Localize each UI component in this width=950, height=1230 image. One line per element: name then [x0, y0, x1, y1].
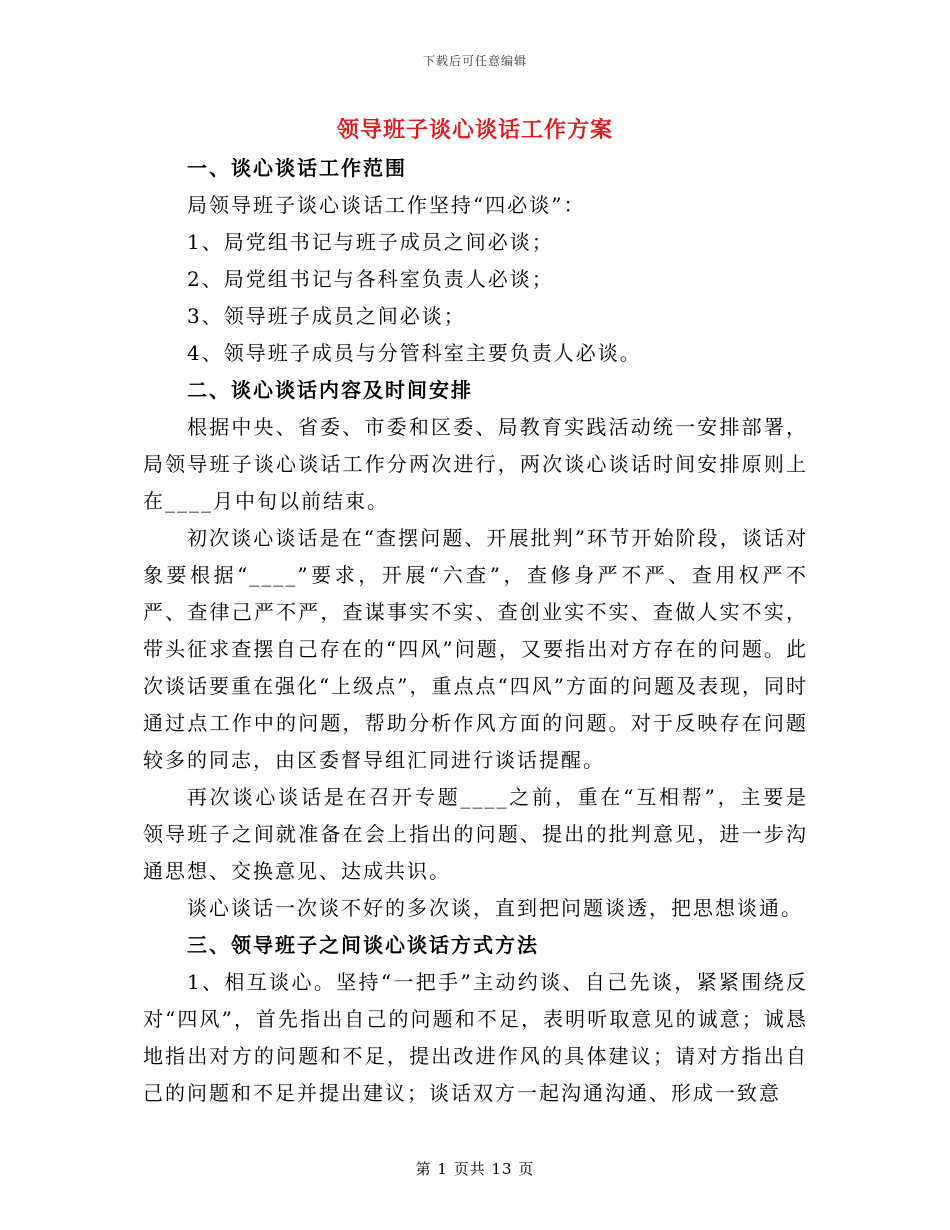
- paragraph: 初次谈心谈话是在“查摆问题、开展批判”环节开始阶段，谈话对象要根据“____”要求，开展“六查”，查修身严不严、查用权严不严、查律己严不严，查谋事实不实、查创业实不实、查做人实不实，带头征求查摆自己存在的“四风”问题，又要指出对方存在的问题。此次谈话要重在强化“上级点”，重点点“四风”方面的问题及表现，同时通过点工作中的问题，帮助分析作风方面的问题。对于反映存在问题较多的同志，由区委督导组汇同进行谈话提醒。: [143, 526, 808, 772]
- list-item: 1、局党组书记与班子成员之间必谈；: [187, 230, 554, 254]
- page-footer: 第 1 页共 13 页: [415, 1160, 535, 1178]
- list-item: 2、局党组书记与各科室负责人必谈；: [187, 267, 554, 291]
- document-title: 领导班子谈心谈话工作方案: [336, 117, 613, 143]
- list-item: 4、领导班子成员与分管科室主要负责人必谈。: [187, 341, 642, 365]
- section-heading-2: 二、谈心谈话内容及时间安排: [187, 378, 473, 402]
- section-heading-3: 三、领导班子之间谈心谈话方式方法: [187, 933, 539, 957]
- paragraph: 根据中央、省委、市委和区委、局教育实践活动统一安排部署，局领导班子谈心谈话工作分两次进行，两次谈心谈话时间安排原则上在____月中旬以前结束。: [143, 415, 808, 513]
- list-item: 3、领导班子成员之间必谈；: [187, 304, 466, 328]
- paragraph: 谈心谈话一次谈不好的多次谈，直到把问题谈透，把思想谈通。: [187, 896, 803, 920]
- paragraph: 再次谈心谈话是在召开专题____之前，重在“互相帮”，主要是领导班子之间就准备在会上指出的问题、提出的批判意见，进一步沟通思想、交换意见、达成共识。: [143, 785, 808, 883]
- document-body: [143, 150, 808, 1112]
- section-heading-1: 一、谈心谈话工作范围: [187, 156, 407, 180]
- page-header: 下载后可任意编辑: [422, 54, 527, 68]
- paragraph: 局领导班子谈心谈话工作坚持“四必谈”：: [187, 193, 586, 217]
- paragraph: 1、相互谈心。坚持“一把手”主动约谈、自己先谈，紧紧围绕反对“四风”，首先指出自己的问题和不足，表明听取意见的诚意；诚恳地指出对方的问题和不足，提出改进作风的具体建议；请对方指出自己的问题和不足并提出建议；谈话双方一起沟通沟通、形成一致意: [143, 970, 808, 1105]
